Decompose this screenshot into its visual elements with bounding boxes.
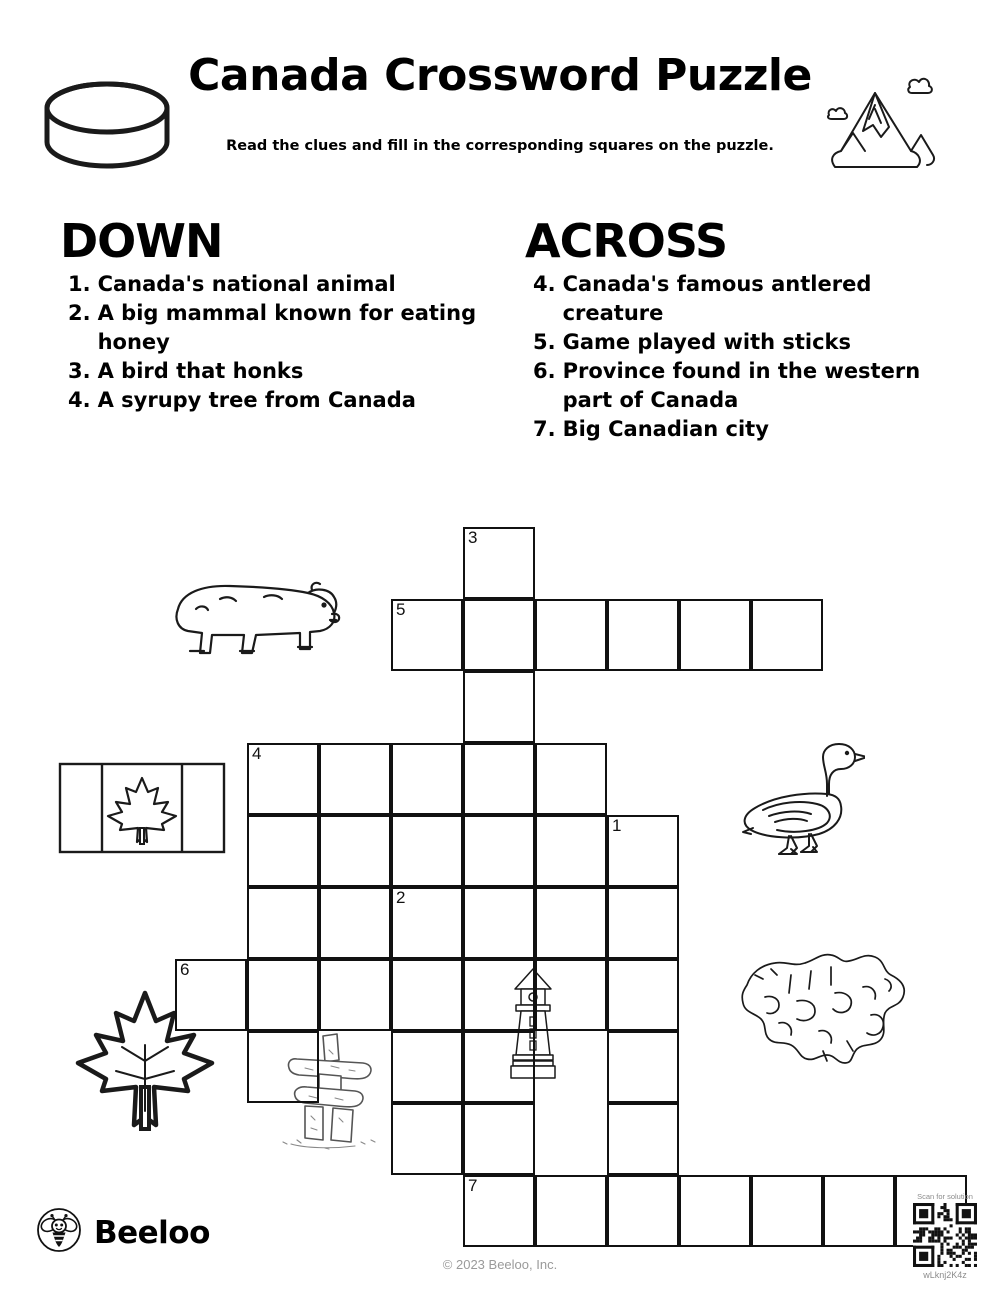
crossword-cell[interactable]: [607, 887, 679, 959]
clue-text: Game played with sticks: [562, 329, 852, 354]
cell-number: 2: [396, 888, 406, 907]
qr-solution-block[interactable]: [905, 1192, 985, 1280]
qr-code-icon[interactable]: [913, 1203, 977, 1267]
clue-text: Big Canadian city: [562, 416, 769, 441]
crossword-cell[interactable]: [535, 959, 607, 1031]
crossword-cell[interactable]: [319, 743, 391, 815]
crossword-cell-numbered[interactable]: [391, 599, 463, 671]
crossword-cell[interactable]: [319, 959, 391, 1031]
cell-number: 3: [468, 528, 478, 547]
crossword-cell[interactable]: [535, 599, 607, 671]
cell-number: 7: [468, 1176, 478, 1195]
crossword-cell[interactable]: [391, 959, 463, 1031]
crossword-cell[interactable]: [751, 599, 823, 671]
clue-number: 5.: [533, 329, 556, 354]
crossword-cell[interactable]: [319, 887, 391, 959]
clue-text: A syrupy tree from Canada: [97, 387, 416, 412]
cell-number: 5: [396, 600, 406, 619]
across-heading: ACROSS: [525, 214, 728, 268]
page-footer: [0, 1192, 1000, 1294]
clue-number: 7.: [533, 416, 556, 441]
crossword-cell[interactable]: [247, 887, 319, 959]
crossword-cell[interactable]: [247, 1031, 319, 1103]
cell-number: 1: [612, 816, 622, 835]
crossword-cell[interactable]: [463, 743, 535, 815]
qr-code-text: wLknj2K4z: [923, 1270, 967, 1280]
brand-name: Beeloo: [94, 1214, 210, 1251]
crossword-cell[interactable]: [679, 599, 751, 671]
clue-number: 3.: [68, 358, 91, 383]
clue-text: Province found in the western part of Canada: [562, 358, 921, 412]
crossword-cell[interactable]: [463, 815, 535, 887]
clue-number: 1.: [68, 272, 91, 296]
crossword-cell[interactable]: [463, 887, 535, 959]
crossword-cell[interactable]: [607, 1031, 679, 1103]
cell-number: 6: [180, 960, 190, 979]
clue-text: Canada's famous antlered creature: [562, 272, 872, 325]
crossword-cell[interactable]: [463, 1031, 535, 1103]
crossword-cell[interactable]: [463, 671, 535, 743]
page-title: Canada Crossword Puzzle: [188, 50, 812, 101]
crossword-cell[interactable]: [247, 815, 319, 887]
crossword-cell[interactable]: [607, 599, 679, 671]
clue-number: 4.: [533, 272, 556, 296]
clue-number: 4.: [68, 387, 91, 412]
crossword-cell[interactable]: [607, 1103, 679, 1175]
down-heading: DOWN: [60, 214, 223, 268]
crossword-cell[interactable]: [535, 743, 607, 815]
crossword-cell[interactable]: [391, 743, 463, 815]
clue-number: 2.: [68, 300, 91, 325]
crossword-cell[interactable]: [391, 1103, 463, 1175]
crossword-cell-numbered[interactable]: [175, 959, 247, 1031]
clue-text: Canada's national animal: [97, 272, 396, 296]
clue-number: 6.: [533, 358, 556, 383]
clue-text: A big mammal known for eating honey: [97, 300, 477, 354]
crossword-cell-numbered[interactable]: [391, 887, 463, 959]
crossword-cell[interactable]: [463, 959, 535, 1031]
crossword-cell[interactable]: [535, 887, 607, 959]
crossword-cell[interactable]: [607, 959, 679, 1031]
crossword-cell[interactable]: [463, 1103, 535, 1175]
clue-text: A bird that honks: [97, 358, 304, 383]
beeloo-brand: [36, 1207, 210, 1258]
crossword-cell[interactable]: [247, 959, 319, 1031]
crossword-cell-numbered[interactable]: [463, 527, 535, 599]
crossword-cell[interactable]: [535, 815, 607, 887]
page-subtitle: Read the clues and fill in the corresponding squares on the puzzle.: [226, 138, 774, 154]
crossword-cell-numbered[interactable]: [247, 743, 319, 815]
copyright-text: © 2023 Beeloo, Inc.: [442, 1257, 558, 1272]
cell-number: 4: [252, 744, 262, 763]
crossword-cell-numbered[interactable]: [607, 815, 679, 887]
crossword-cell[interactable]: [391, 815, 463, 887]
crossword-cell[interactable]: [463, 599, 535, 671]
qr-label: Scan for solution: [917, 1192, 973, 1201]
crossword-cell[interactable]: [391, 1031, 463, 1103]
crossword-cell[interactable]: [319, 815, 391, 887]
bee-logo-icon: [36, 1207, 82, 1258]
